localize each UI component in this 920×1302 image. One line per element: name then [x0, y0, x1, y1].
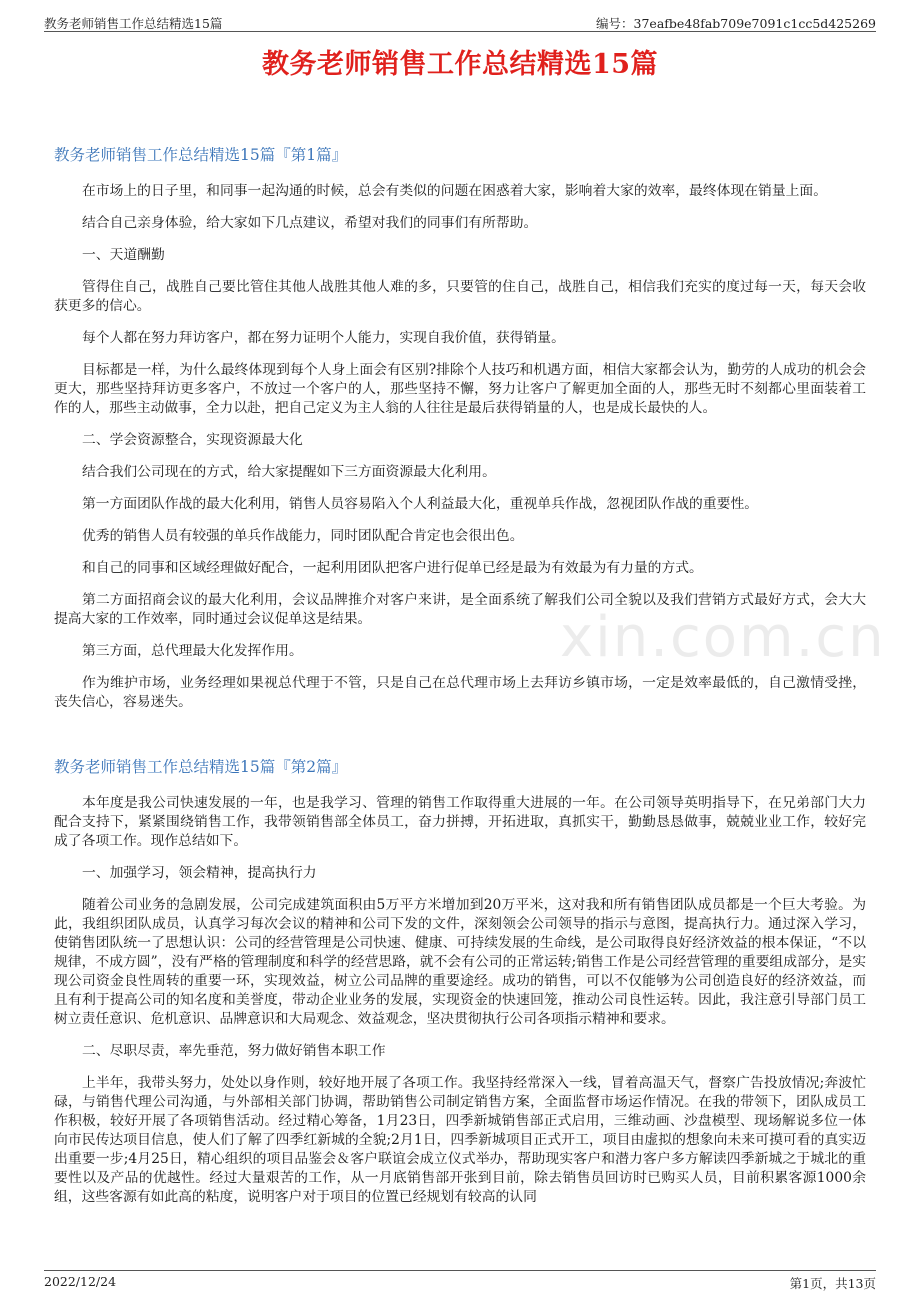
page-header [44, 12, 876, 32]
paragraph: 在市场上的日子里，和同事一起沟通的时候，总会有类似的问题在困惑着大家，影响着大家的效率，最终体现在销量上面。 [82, 183, 828, 199]
paragraph: 目标都是一样，为什么最终体现到每个人身上面会有区别?排除个人技巧和机遇方面，相信大家都会认为，勤劳的人成功的机会会更大，那些坚持拜访更多客户，不放过一个客户的人，那些坚持不懈，努力让客户了解更加全面的人，那些无时不刻都心里面装着工作的人，那些主动做事，全力以赴，把自己定义为主人翁的人往往是最后获得销量的人，也是成长最快的人。 [54, 362, 866, 416]
paragraph: 结合自己亲身体验，给大家如下几点建议，希望对我们的同事们有所帮助。 [82, 215, 538, 231]
paragraph: 和自己的同事和区域经理做好配合，一起利用团队把客户进行促单已经是最为有效最为有力量的方式。 [82, 560, 703, 576]
paragraph: 第二方面招商会议的最大化利用，会议品牌推介对客户来讲，是全面系统了解我们公司全貌以及我们营销方式最好方式，会大大提高大家的工作效率，同时通过会议促单这是结果。 [54, 592, 866, 627]
section-heading: 教务老师销售工作总结精选15篇『第1篇』 [54, 146, 348, 164]
paragraph: 管得住自己，战胜自己要比管住其他人战胜其他人难的多，只要管的住自己，战胜自己，相信我们充实的度过每一天，每天会收获更多的信心。 [54, 279, 866, 314]
paragraph: 第三方面，总代理最大化发挥作用。 [82, 643, 303, 659]
subheading: 一、天道酬勤 [82, 247, 165, 263]
paragraph: 优秀的销售人员有较强的单兵作战能力，同时团队配合肯定也会很出色。 [82, 528, 524, 544]
section-1 [54, 143, 866, 712]
header-doc-title: 教务老师销售工作总结精选15篇 [44, 16, 223, 31]
page-footer [44, 1270, 876, 1290]
paragraph: 每个人都在努力拜访客户，都在努力证明个人能力，实现自我价值，获得销量。 [82, 330, 565, 346]
paragraph: 第一方面团队作战的最大化利用，销售人员容易陷入个人利益最大化，重视单兵作战，忽视团队作战的重要性。 [82, 496, 759, 512]
section-heading: 教务老师销售工作总结精选15篇『第2篇』 [54, 758, 348, 776]
document-title: 教务老师销售工作总结精选15篇 [261, 49, 659, 80]
paragraph: 上半年，我带头努力，处处以身作则，较好地开展了各项工作。我坚持经常深入一线，冒着高温天气，督察广告投放情况;奔波忙碌，与销售代理公司沟通，与外部相关部门协调，帮助销售公司制定销售方案，全面监督市场运作情况。在我的带领下，团队成员工作积极，较好开展了各项销售活动。经过精心筹备，1月23日，四季新城销售部正式启用，三维动画、沙盘模型、现场解说多位一体向市民传达项目信息，使人们了解了四季红新城的全貌;2月1日，四季新城项目正式开工，项目由虚拟的想象向未来可摸可看的真实迈出重要一步;4月25日，精心组织的项目品鉴会＆客户联谊会成立仪式举办，帮助现实客户和潜力客户多方解读四季新城之于城北的重要性以及产品的优越性。经过大量艰苦的工作，从一月底销售部开张到目前，除去销售员回访时已购买人员，目前积累客源1000余组，这些客源有如此高的粘度，说明客户对于项目的位置已经规划有较高的认同 [54, 1075, 866, 1205]
subheading: 二、学会资源整合，实现资源最大化 [82, 432, 303, 448]
watermark: xin.com.cn [560, 605, 886, 670]
subheading: 一、加强学习，领会精神，提高执行力 [82, 865, 317, 881]
footer-date: 2022/12/24 [44, 1274, 117, 1289]
document-body [54, 143, 866, 1220]
section-2 [54, 755, 866, 1207]
paragraph: 随着公司业务的急剧发展，公司完成建筑面积由5万平方米增加到20万平米，这对我和所有销售团队成员都是一个巨大考验。为此，我组织团队成员，认真学习每次会议的精神和公司下发的文件，深刻领会公司领导的指示与意图，提高执行力。通过深入学习，使销售团队统一了思想认识：公司的经营管理是公司快速、健康、可持续发展的生命线，是公司取得良好经济效益的根本保证，“不以规律，不成方圆”，没有严格的管理制度和科学的经营思路，就不会有公司的正常运转;销售工作是公司经营管理的重要组成部分，是实现公司资金良性周转的重要一环，实现效益，树立公司品牌的重要途经。成功的销售，可以不仅能够为公司创造良好的经济效益，而且有利于提高公司的知名度和美誉度，带动企业业务的发展，实现资金的快速回笼，推动公司良性运转。因此，我注意引导部门员工树立责任意识、危机意识、品牌意识和大局观念、效益观念，坚决贯彻执行公司各项指示精神和要求。 [54, 897, 866, 1027]
subheading: 二、尽职尽责，率先垂范，努力做好销售本职工作 [82, 1043, 386, 1059]
footer-page-number: 第1页，共13页 [789, 1276, 876, 1291]
paragraph: 作为维护市场，业务经理如果视总代理于不管，只是自己在总代理市场上去拜访乡镇市场，一定是效率最低的，自己激情受挫，丧失信心，容易迷失。 [54, 675, 866, 710]
header-doc-id: 编号：37eafbe48fab709e7091c1cc5d425269 [596, 16, 876, 31]
paragraph: 结合我们公司现在的方式，给大家提醒如下三方面资源最大化利用。 [82, 464, 496, 480]
paragraph: 本年度是我公司快速发展的一年，也是我学习、管理的销售工作取得重大进展的一年。在公司领导英明指导下，在兄弟部门大力配合支持下，紧紧围绕销售工作，我带领销售部全体员工，奋力拼搏，开拓进取，真抓实干，勤勤恳恳做事，兢兢业业工作，较好完成了各项工作。现作总结如下。 [54, 795, 866, 849]
